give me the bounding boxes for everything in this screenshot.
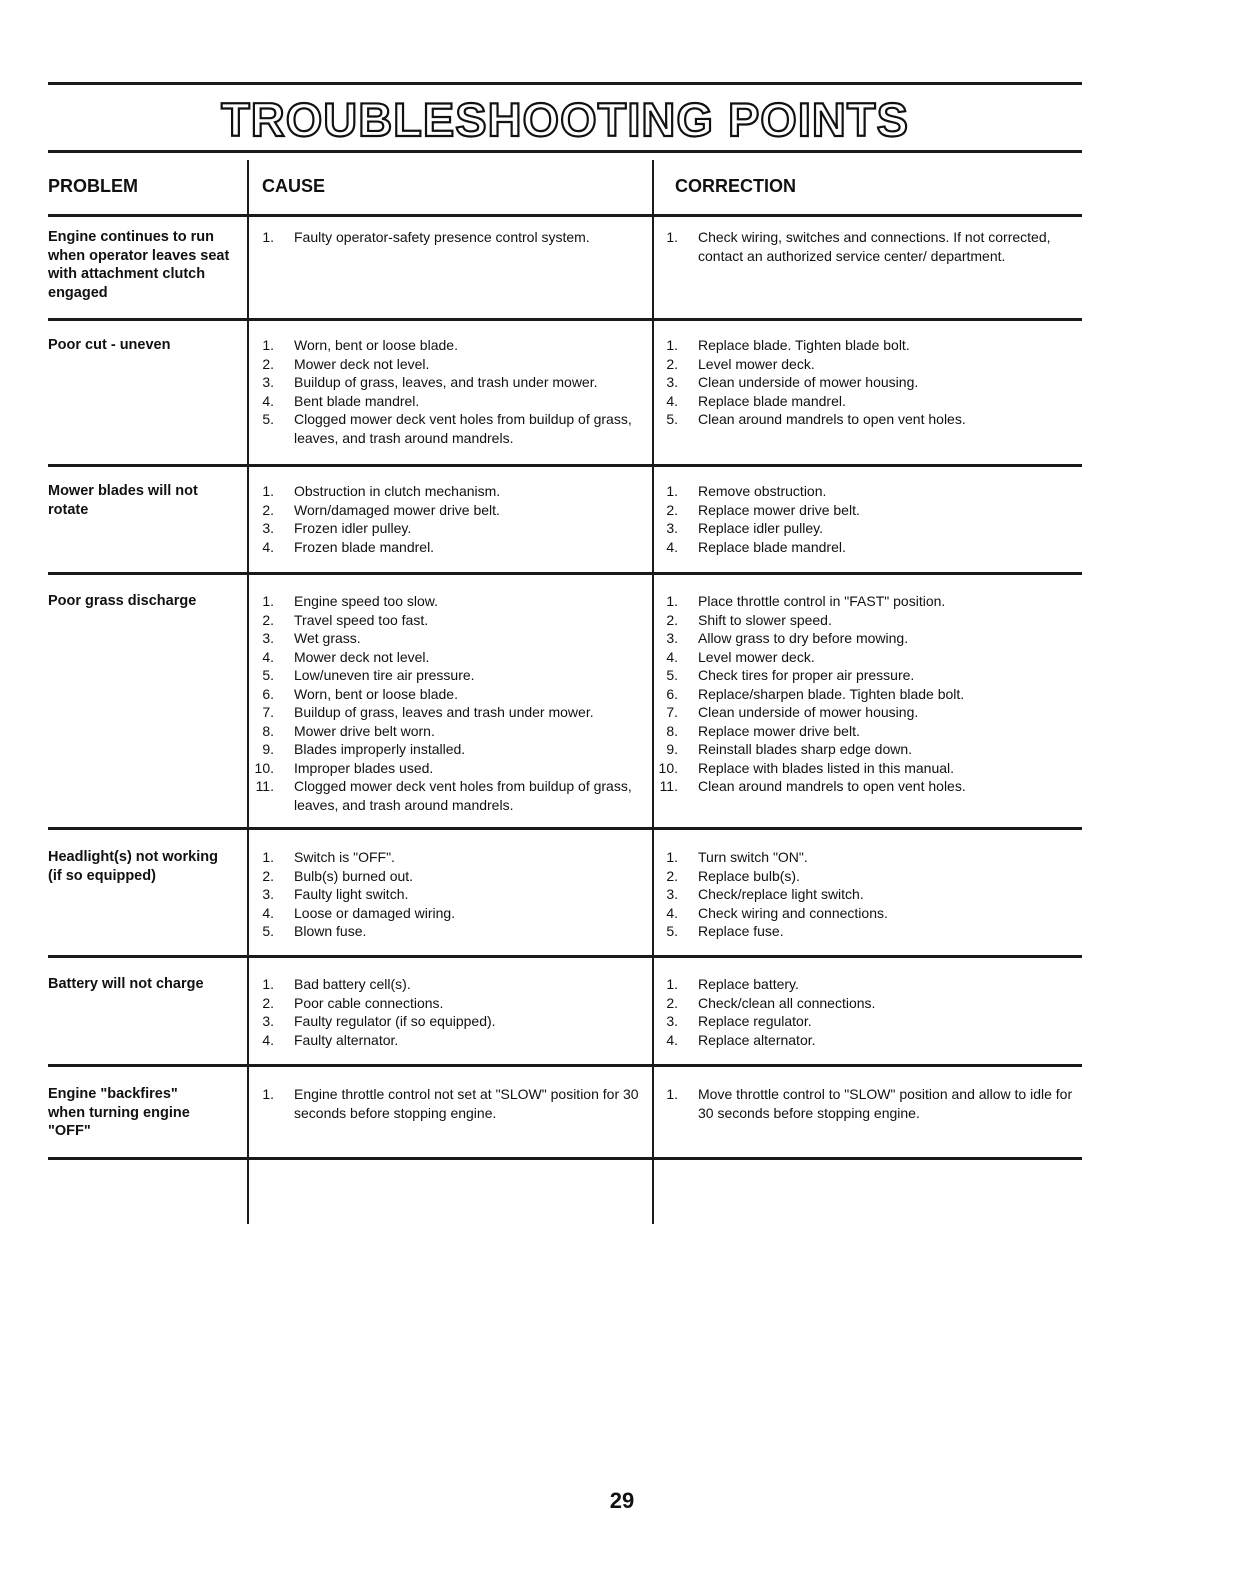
- item-number: 1.: [262, 229, 274, 245]
- item-text: Check/replace light switch.: [698, 886, 864, 902]
- item-number: 1.: [262, 593, 274, 609]
- item-number: 4.: [262, 1031, 274, 1048]
- item-number: 3.: [666, 520, 678, 536]
- item-number: 2.: [666, 867, 678, 884]
- item-text: Clean underside of mower housing.: [698, 704, 919, 720]
- correction-item: [656, 519, 1076, 538]
- header-problem: PROBLEM: [48, 176, 138, 196]
- item-text: Faulty light switch.: [294, 886, 409, 902]
- row-rule: [48, 572, 1082, 575]
- item-number: 3.: [262, 1013, 274, 1029]
- cause-item: [252, 501, 642, 520]
- item-number: 1.: [666, 593, 678, 609]
- title-rule: [48, 150, 1082, 153]
- item-number: 3.: [666, 1013, 678, 1029]
- item-number: 4.: [666, 648, 678, 665]
- item-number: 3.: [262, 630, 274, 646]
- cause-item: [252, 1012, 642, 1031]
- item-text: Clean around mandrels to open vent holes.: [698, 778, 966, 794]
- item-text: Replace fuse.: [698, 923, 784, 939]
- item-text: Faulty regulator (if so equipped).: [294, 1013, 496, 1029]
- item-text: Allow grass to dry before mowing.: [698, 630, 909, 646]
- item-number: 3.: [666, 630, 678, 646]
- cause-item: [252, 1085, 642, 1122]
- cause-item: [252, 482, 642, 501]
- item-number: 10.: [254, 759, 274, 776]
- item-number: 5.: [666, 667, 678, 683]
- item-text: Obstruction in clutch mechanism.: [294, 483, 501, 499]
- item-text: Bent blade mandrel.: [294, 392, 420, 409]
- correction-list: [656, 228, 1076, 265]
- problem-text: Engine "backfires" when turning engine "OFF": [48, 1086, 190, 1139]
- item-text: Engine throttle control not set at "SLOW" position for 30 seconds before stopping engine.: [294, 1086, 639, 1121]
- correction-item: [656, 848, 1076, 867]
- item-text: Worn, bent or loose blade.: [294, 337, 458, 353]
- item-text: Buildup of grass, leaves, and trash under mower.: [294, 374, 598, 390]
- correction-list: [656, 482, 1076, 556]
- cause-item: [252, 538, 642, 557]
- item-text: Blades improperly installed.: [294, 741, 466, 757]
- cause-item: [252, 592, 642, 611]
- item-number: 5.: [666, 411, 678, 427]
- correction-item: [656, 867, 1076, 886]
- correction-item: [656, 975, 1076, 994]
- cause-item: [252, 629, 642, 648]
- item-number: 4.: [262, 538, 274, 555]
- cause-item: [252, 994, 642, 1013]
- correction-item: [656, 336, 1076, 355]
- item-text: Frozen idler pulley.: [294, 520, 412, 536]
- correction-item: [656, 611, 1076, 630]
- cause-item: [252, 666, 642, 685]
- item-number: 11.: [255, 778, 274, 794]
- item-text: Shift to slower speed.: [698, 611, 832, 628]
- row-rule: [48, 1157, 1082, 1160]
- item-number: 8.: [262, 722, 274, 739]
- item-text: Replace bulb(s).: [698, 867, 800, 884]
- item-number: 4.: [666, 392, 678, 409]
- problem-text: Poor cut - uneven: [48, 337, 171, 353]
- item-text: Check wiring and connections.: [698, 904, 888, 921]
- correction-item: [656, 629, 1076, 648]
- header-correction: CORRECTION: [675, 176, 796, 196]
- cause-item: [252, 777, 642, 814]
- row-rule: [48, 214, 1082, 217]
- correction-item: [656, 410, 1076, 429]
- item-text: Blown fuse.: [294, 923, 367, 939]
- cause-item: [252, 336, 642, 355]
- item-text: Replace battery.: [698, 976, 799, 992]
- correction-item: [656, 482, 1076, 501]
- item-number: 10.: [658, 759, 678, 776]
- cause-item: [252, 975, 642, 994]
- correction-item: [656, 703, 1076, 722]
- item-text: Clean underside of mower housing.: [698, 374, 919, 390]
- problem-text: Headlight(s) not working (if so equipped): [48, 849, 218, 884]
- row-rule: [48, 955, 1082, 958]
- correction-item: [656, 1085, 1076, 1122]
- cause-item: [252, 373, 642, 392]
- item-number: 7.: [262, 704, 274, 720]
- row-rule: [48, 318, 1082, 321]
- item-text: Replace/sharpen blade. Tighten blade bolt.: [698, 685, 965, 702]
- header-cause: CAUSE: [262, 176, 326, 196]
- item-number: 4.: [666, 904, 678, 921]
- item-number: 2.: [666, 994, 678, 1011]
- correction-item: [656, 904, 1076, 923]
- item-text: Faulty alternator.: [294, 1031, 399, 1048]
- cause-list: [252, 848, 642, 941]
- item-text: Worn, bent or loose blade.: [294, 685, 458, 702]
- cause-item: [252, 1031, 642, 1050]
- item-text: Loose or damaged wiring.: [294, 904, 456, 921]
- item-text: Check/clean all connections.: [698, 994, 876, 1011]
- item-number: 1.: [666, 976, 678, 992]
- item-text: Frozen blade mandrel.: [294, 538, 435, 555]
- item-text: Poor cable connections.: [294, 994, 444, 1011]
- item-number: 1.: [666, 337, 678, 353]
- item-number: 3.: [262, 374, 274, 390]
- correction-item: [656, 740, 1076, 759]
- cause-list: [252, 975, 642, 1049]
- item-number: 2.: [262, 355, 274, 372]
- item-text: Remove obstruction.: [698, 483, 827, 499]
- page-title: TROUBLESHOOTING POINTS: [221, 93, 909, 146]
- item-number: 5.: [262, 411, 274, 427]
- correction-list: [656, 1085, 1076, 1122]
- row-rule: [48, 464, 1082, 467]
- item-text: Mower deck not level.: [294, 355, 430, 372]
- cause-item: [252, 228, 642, 247]
- correction-item: [656, 648, 1076, 667]
- item-text: Mower deck not level.: [294, 648, 430, 665]
- item-number: 2.: [666, 501, 678, 518]
- item-number: 1.: [262, 337, 274, 353]
- item-text: Travel speed too fast.: [294, 611, 429, 628]
- cause-item: [252, 922, 642, 941]
- item-text: Bad battery cell(s).: [294, 976, 411, 992]
- item-number: 11.: [659, 778, 678, 794]
- page-number: 29: [609, 1488, 635, 1513]
- item-number: 4.: [262, 904, 274, 921]
- item-text: Move throttle control to "SLOW" position and allow to idle for 30 seconds before stopping engine.: [698, 1086, 1073, 1121]
- correction-item: [656, 666, 1076, 685]
- item-number: 2.: [666, 611, 678, 628]
- correction-item: [656, 922, 1076, 941]
- correction-item: [656, 538, 1076, 557]
- cause-item: [252, 904, 642, 923]
- correction-item: [656, 885, 1076, 904]
- item-text: Clogged mower deck vent holes from buildup of grass, leaves, and trash around mandrels.: [294, 411, 632, 446]
- item-number: 6.: [666, 685, 678, 702]
- correction-item: [656, 592, 1076, 611]
- cause-item: [252, 885, 642, 904]
- item-number: 3.: [666, 374, 678, 390]
- item-number: 1.: [666, 483, 678, 499]
- item-number: 1.: [666, 849, 678, 865]
- correction-list: [656, 975, 1076, 1049]
- cause-item: [252, 867, 642, 886]
- item-number: 2.: [262, 501, 274, 518]
- item-number: 1.: [666, 1086, 678, 1102]
- item-number: 7.: [666, 704, 678, 720]
- correction-item: [656, 355, 1076, 374]
- item-text: Turn switch "ON".: [698, 849, 808, 865]
- problem-text: Engine continues to run when operator leaves seat with attachment clutch engaged: [48, 229, 230, 301]
- cause-list: [252, 1085, 642, 1122]
- cause-item: [252, 740, 642, 759]
- cause-list: [252, 592, 642, 814]
- problem-text: Mower blades will not rotate: [48, 483, 198, 518]
- item-number: 5.: [262, 923, 274, 939]
- item-text: Low/uneven tire air pressure.: [294, 667, 475, 683]
- cause-list: [252, 482, 642, 556]
- cause-item: [252, 685, 642, 704]
- cause-item: [252, 392, 642, 411]
- item-text: Level mower deck.: [698, 648, 815, 665]
- item-text: Mower drive belt worn.: [294, 722, 435, 739]
- item-text: Improper blades used.: [294, 759, 434, 776]
- item-text: Replace blade. Tighten blade bolt.: [698, 337, 910, 353]
- item-number: 3.: [666, 886, 678, 902]
- row-rule: [48, 1064, 1082, 1067]
- item-number: 2.: [262, 611, 274, 628]
- correction-item: [656, 228, 1076, 265]
- item-text: Faulty operator-safety presence control system.: [294, 229, 590, 245]
- item-number: 5.: [262, 667, 274, 683]
- item-number: 2.: [262, 994, 274, 1011]
- row-rule: [48, 827, 1082, 830]
- cause-item: [252, 611, 642, 630]
- item-text: Switch is "OFF".: [294, 849, 395, 865]
- item-number: 1.: [262, 849, 274, 865]
- item-number: 4.: [262, 392, 274, 409]
- item-text: Buildup of grass, leaves and trash under mower.: [294, 704, 594, 720]
- item-text: Clogged mower deck vent holes from buildup of grass, leaves, and trash around mandrels.: [294, 778, 632, 813]
- problem-text: Battery will not charge: [48, 976, 204, 992]
- item-number: 8.: [666, 722, 678, 739]
- item-number: 4.: [262, 648, 274, 665]
- correction-item: [656, 392, 1076, 411]
- cause-list: [252, 336, 642, 447]
- item-number: 3.: [262, 886, 274, 902]
- cause-item: [252, 703, 642, 722]
- item-text: Engine speed too slow.: [294, 593, 438, 609]
- item-number: 1.: [666, 229, 678, 245]
- item-text: Reinstall blades sharp edge down.: [698, 741, 913, 757]
- item-number: 2.: [666, 355, 678, 372]
- cause-item: [252, 355, 642, 374]
- correction-item: [656, 685, 1076, 704]
- item-text: Replace with blades listed in this manual.: [698, 759, 955, 776]
- item-text: Replace blade mandrel.: [698, 538, 846, 555]
- correction-item: [656, 1012, 1076, 1031]
- item-number: 9.: [262, 741, 274, 757]
- cause-item: [252, 519, 642, 538]
- cause-item: [252, 848, 642, 867]
- item-number: 5.: [666, 923, 678, 939]
- top-rule: [48, 82, 1082, 85]
- correction-list: [656, 592, 1076, 796]
- correction-item: [656, 777, 1076, 796]
- cause-item: [252, 648, 642, 667]
- item-number: 6.: [262, 685, 274, 702]
- cause-item: [252, 759, 642, 778]
- item-text: Bulb(s) burned out.: [294, 867, 414, 884]
- item-number: 1.: [262, 1086, 274, 1102]
- correction-item: [656, 994, 1076, 1013]
- correction-item: [656, 373, 1076, 392]
- item-text: Replace alternator.: [698, 1031, 816, 1048]
- correction-item: [656, 501, 1076, 520]
- item-number: 4.: [666, 538, 678, 555]
- item-number: 2.: [262, 867, 274, 884]
- correction-item: [656, 1031, 1076, 1050]
- item-number: 1.: [262, 976, 274, 992]
- item-text: Replace regulator.: [698, 1013, 812, 1029]
- item-text: Replace idler pulley.: [698, 520, 824, 536]
- item-number: 9.: [666, 741, 678, 757]
- item-text: Replace mower drive belt.: [698, 501, 860, 518]
- correction-item: [656, 722, 1076, 741]
- item-text: Level mower deck.: [698, 355, 815, 372]
- problem-text: Poor grass discharge: [48, 593, 197, 609]
- item-text: Check tires for proper air pressure.: [698, 667, 915, 683]
- correction-item: [656, 759, 1076, 778]
- cause-item: [252, 410, 642, 447]
- item-text: Place throttle control in "FAST" position.: [698, 593, 946, 609]
- cause-item: [252, 722, 642, 741]
- correction-list: [656, 848, 1076, 941]
- item-text: Worn/damaged mower drive belt.: [294, 501, 500, 518]
- item-text: Wet grass.: [294, 630, 361, 646]
- item-text: Replace blade mandrel.: [698, 392, 846, 409]
- item-text: Replace mower drive belt.: [698, 722, 860, 739]
- item-text: Clean around mandrels to open vent holes.: [698, 411, 966, 427]
- item-text: Check wiring, switches and connections. If not corrected, contact an authorized service center/ department.: [698, 229, 1051, 264]
- cause-list: [252, 228, 642, 247]
- item-number: 1.: [262, 483, 274, 499]
- item-number: 3.: [262, 520, 274, 536]
- correction-list: [656, 336, 1076, 429]
- item-number: 4.: [666, 1031, 678, 1048]
